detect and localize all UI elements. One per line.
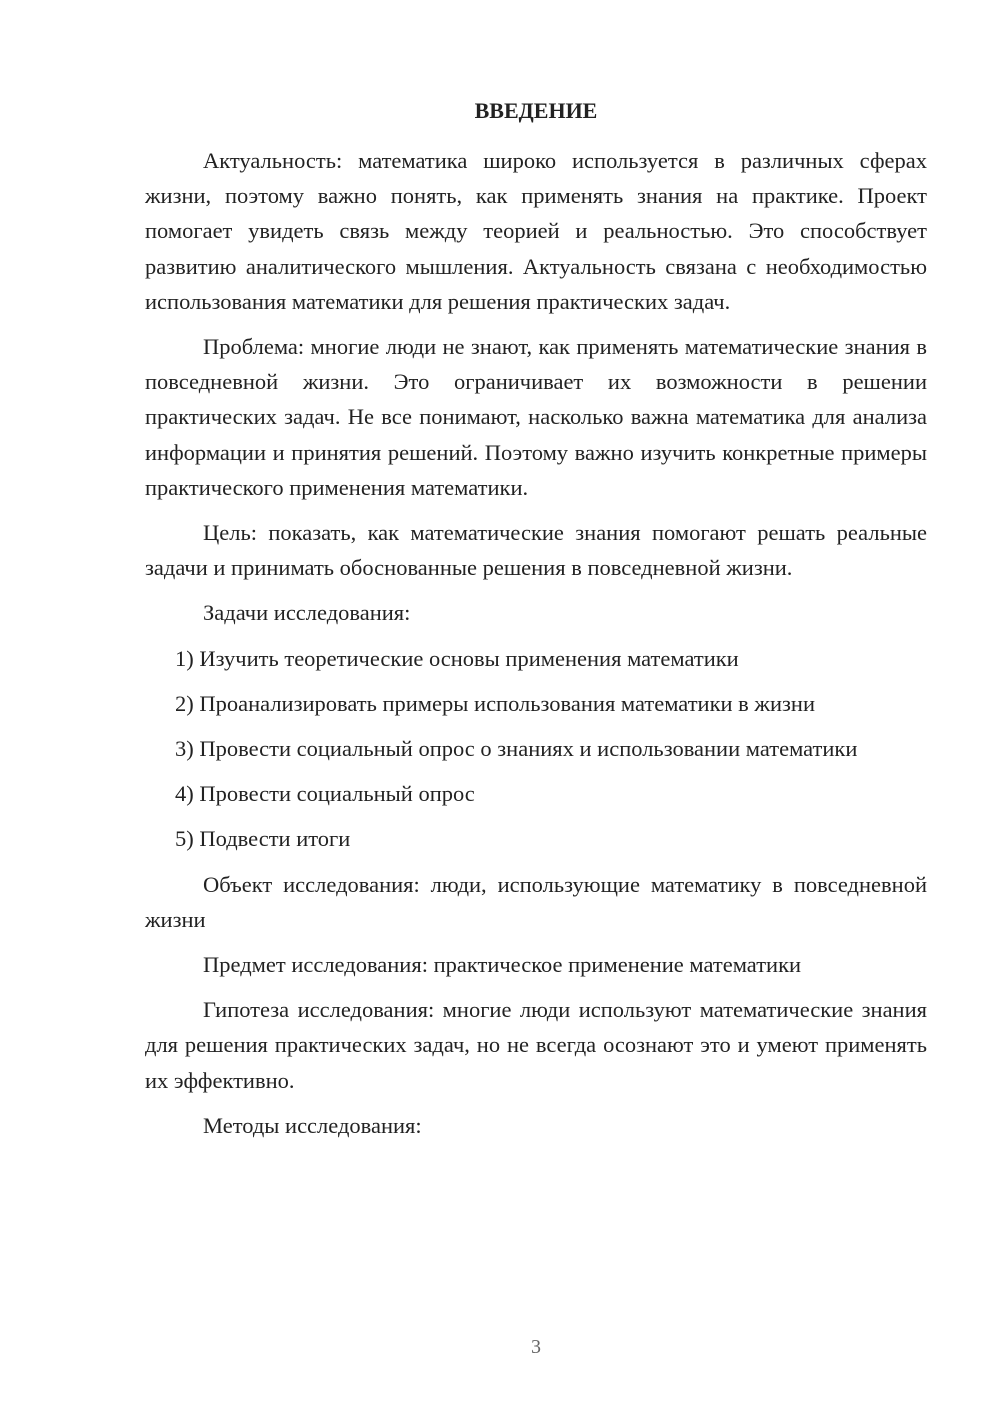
document-body [145,143,927,1153]
paragraph-methods: Методы исследования: [203,1112,422,1138]
page-number: 3 [531,1336,541,1358]
paragraph-problem: Проблема: многие люди не знают, как применять математические знания в повседневной жизни. Это ограничивает их возможности в решении практических задач. Не все понимают, насколько важна математика для анализа информации и принятия решений. Поэтому важно изучить конкретные примеры практического применения математики. [145,334,927,500]
task-item-1: 1) Изучить теоретические основы применения математики [175,645,739,671]
paragraph-tasks-heading: Задачи исследования: [203,600,411,626]
paragraph-hypothesis: Гипотеза исследования: многие люди используют математические знания для решения практических задач, но не всегда осознают это и умеют применять их эффективно. [145,997,927,1093]
paragraph-object: Объект исследования: люди, использующие математику в повседневной жизни [145,871,927,932]
task-item-2: 2) Проанализировать примеры использования математики в жизни [175,690,815,716]
task-item-5: 5) Подвести итоги [175,826,351,852]
page-title: ВВЕДЕНИЕ [474,98,598,123]
task-item-4: 4) Провести социальный опрос [175,781,475,807]
paragraph-subject: Предмет исследования: практическое применение математики [203,952,802,978]
task-item-3: 3) Провести социальный опрос о знаниях и использовании математики [175,736,858,762]
paragraph-goal: Цель: показать, как математические знания помогают решать реальные задачи и принимать обоснованные решения в повседневной жизни. [145,520,927,581]
paragraph-relevance: Актуальность: математика широко используется в различных сферах жизни, поэтому важно понять, как применять знания на практике. Проект помогает увидеть связь между теорией и реальностью. Это способствует развитию аналитического мышления. Актуальность связана с необходимостью использования математики для решения практических задач. [145,148,927,314]
